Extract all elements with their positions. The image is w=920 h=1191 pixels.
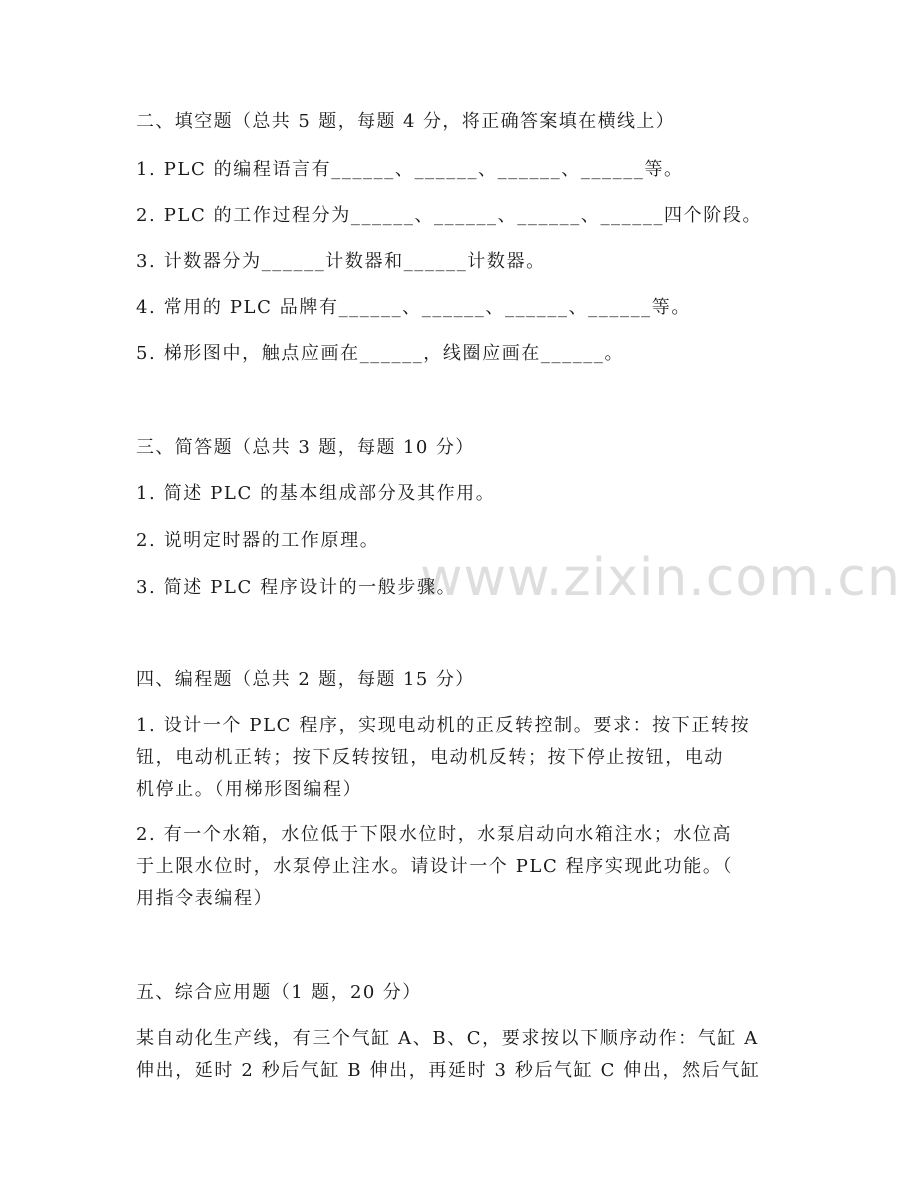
question-2-4: 4. 常用的 PLC 品牌有______、______、______、______等。 [136,297,691,318]
problem-5-line-2: 伸出，延时 2 秒后气缸 B 伸出，再延时 3 秒后气缸 C 伸出，然后气缸 [136,1060,761,1081]
problem-5-line-1: 某自动化生产线，有三个气缸 A、B、C，要求按以下顺序动作：气缸 A [136,1028,759,1049]
section-5-heading: 五、综合应用题（1 题，20 分） [136,982,422,1003]
question-3-2: 2. 说明定时器的工作原理。 [136,530,380,551]
question-2-3: 3. 计数器分为______计数器和______计数器。 [136,251,546,272]
section-2-heading: 二、填空题（总共 5 题，每题 4 分，将正确答案填在横线上） [136,111,676,132]
question-4-2-line-1: 2. 有一个水箱，水位低于下限水位时，水泵启动向水箱注水；水位高 [136,824,733,845]
question-2-5: 5. 梯形图中，触点应画在______，线圈应画在______。 [136,343,625,364]
watermark: www.zixin.com.cn [420,548,901,608]
section-4-heading: 四、编程题（总共 2 题，每题 15 分） [136,669,475,690]
question-4-2-line-2: 于上限水位时，水泵停止注水。请设计一个 PLC 程序实现此功能。（ [136,856,734,877]
question-2-1: 1. PLC 的编程语言有______、______、______、______等。 [136,159,684,180]
section-3-heading: 三、简答题（总共 3 题，每题 10 分） [136,437,475,458]
question-3-1: 1. 简述 PLC 的基本组成部分及其作用。 [136,483,496,504]
question-4-2-line-3: 用指令表编程） [136,888,274,909]
question-2-2: 2. PLC 的工作过程分为______、______、______、______四个阶段。 [136,205,763,226]
question-4-1-line-3: 机停止。（用梯形图编程） [136,779,363,800]
question-4-1-line-1: 1. 设计一个 PLC 程序，实现电动机的正反转控制。要求：按下正转按 [136,715,751,736]
question-4-1-line-2: 钮，电动机正转；按下反转按钮，电动机反转；按下停止按钮，电动 [136,747,724,768]
question-3-3: 3. 简述 PLC 程序设计的一般步骤。 [136,577,457,598]
